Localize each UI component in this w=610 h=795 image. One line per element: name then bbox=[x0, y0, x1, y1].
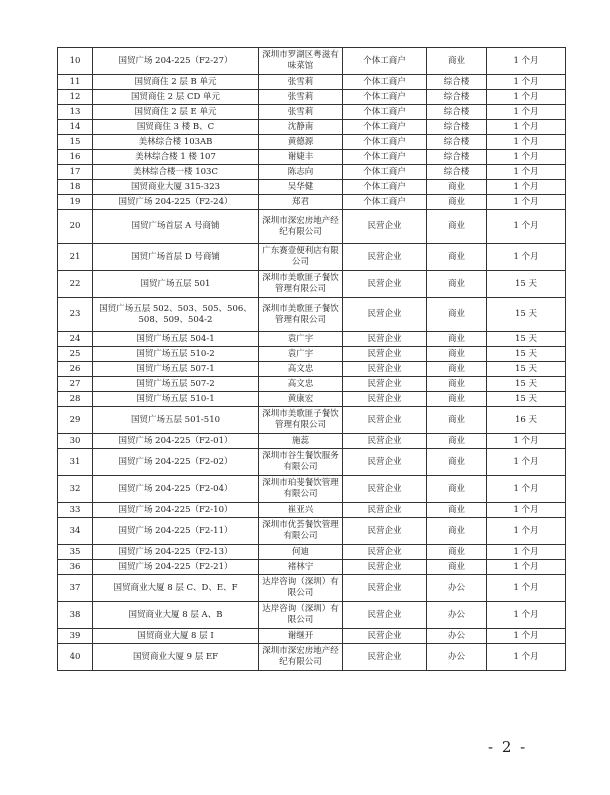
tenant-cell: 深圳市优荟餐饮管理有限公司 bbox=[259, 518, 343, 545]
location-cell: 国贸广场五层 501 bbox=[93, 271, 259, 298]
usage-cell: 综合楼 bbox=[427, 120, 487, 135]
table-row bbox=[58, 210, 566, 244]
tenant-type-cell: 民营企业 bbox=[343, 575, 427, 602]
location-cell: 国贸广场首层 D 号商铺 bbox=[93, 244, 259, 271]
table-row bbox=[58, 449, 566, 476]
location-cell: 国贸广场五层 510-2 bbox=[93, 347, 259, 362]
tenant-cell: 深圳市罗湖区粤滋有味菜馆 bbox=[259, 48, 343, 75]
table-row bbox=[58, 165, 566, 180]
rent-relief-table bbox=[57, 47, 566, 671]
relief-period-cell: 1 个月 bbox=[487, 644, 566, 671]
relief-period-cell: 1 个月 bbox=[487, 75, 566, 90]
tenant-type-cell: 民营企业 bbox=[343, 298, 427, 332]
row-number: 34 bbox=[58, 518, 93, 545]
row-number: 13 bbox=[58, 105, 93, 120]
row-number: 20 bbox=[58, 210, 93, 244]
location-cell: 国贸广场 204-225（F2-21） bbox=[93, 560, 259, 575]
usage-cell: 商业 bbox=[427, 503, 487, 518]
table-row bbox=[58, 644, 566, 671]
table-row bbox=[58, 332, 566, 347]
row-number: 39 bbox=[58, 629, 93, 644]
location-cell: 国贸商业大厦 315-323 bbox=[93, 180, 259, 195]
table-row bbox=[58, 575, 566, 602]
tenant-type-cell: 个体工商户 bbox=[343, 105, 427, 120]
relief-period-cell: 1 个月 bbox=[487, 210, 566, 244]
row-number: 24 bbox=[58, 332, 93, 347]
tenant-type-cell: 民营企业 bbox=[343, 362, 427, 377]
table-row bbox=[58, 362, 566, 377]
relief-period-cell: 1 个月 bbox=[487, 575, 566, 602]
tenant-type-cell: 民营企业 bbox=[343, 518, 427, 545]
table-row bbox=[58, 120, 566, 135]
usage-cell: 商业 bbox=[427, 180, 487, 195]
usage-cell: 商业 bbox=[427, 476, 487, 503]
relief-period-cell: 1 个月 bbox=[487, 165, 566, 180]
tenant-cell: 袁广宇 bbox=[259, 347, 343, 362]
row-number: 27 bbox=[58, 377, 93, 392]
tenant-cell: 高文忠 bbox=[259, 377, 343, 392]
relief-period-cell: 15 天 bbox=[487, 362, 566, 377]
location-cell: 美林综合楼 1 楼 107 bbox=[93, 150, 259, 165]
tenant-cell: 高文忠 bbox=[259, 362, 343, 377]
table-row bbox=[58, 392, 566, 407]
relief-period-cell: 15 天 bbox=[487, 298, 566, 332]
row-number: 33 bbox=[58, 503, 93, 518]
tenant-type-cell: 民营企业 bbox=[343, 476, 427, 503]
relief-period-cell: 1 个月 bbox=[487, 150, 566, 165]
location-cell: 国贸广场 204-225（F2-04） bbox=[93, 476, 259, 503]
tenant-cell: 施蕊 bbox=[259, 434, 343, 449]
tenant-cell: 郑君 bbox=[259, 195, 343, 210]
table-row bbox=[58, 407, 566, 434]
usage-cell: 商业 bbox=[427, 545, 487, 560]
tenant-cell: 吴华健 bbox=[259, 180, 343, 195]
usage-cell: 商业 bbox=[427, 392, 487, 407]
table-row bbox=[58, 180, 566, 195]
relief-period-cell: 1 个月 bbox=[487, 244, 566, 271]
tenant-type-cell: 民营企业 bbox=[343, 407, 427, 434]
relief-period-cell: 1 个月 bbox=[487, 180, 566, 195]
table-row bbox=[58, 518, 566, 545]
table-row bbox=[58, 629, 566, 644]
location-cell: 国贸商住 2 层 B 单元 bbox=[93, 75, 259, 90]
location-cell: 国贸广场五层 507-2 bbox=[93, 377, 259, 392]
relief-period-cell: 1 个月 bbox=[487, 518, 566, 545]
usage-cell: 商业 bbox=[427, 377, 487, 392]
relief-period-cell: 1 个月 bbox=[487, 434, 566, 449]
row-number: 14 bbox=[58, 120, 93, 135]
table-row bbox=[58, 560, 566, 575]
table-row bbox=[58, 377, 566, 392]
location-cell: 国贸广场首层 A 号商铺 bbox=[93, 210, 259, 244]
table-row bbox=[58, 150, 566, 165]
row-number: 25 bbox=[58, 347, 93, 362]
row-number: 28 bbox=[58, 392, 93, 407]
tenant-type-cell: 民营企业 bbox=[343, 602, 427, 629]
location-cell: 国贸广场五层 507-1 bbox=[93, 362, 259, 377]
relief-period-cell: 1 个月 bbox=[487, 629, 566, 644]
tenant-type-cell: 民营企业 bbox=[343, 560, 427, 575]
tenant-cell: 黄康宏 bbox=[259, 392, 343, 407]
location-cell: 国贸商业大厦 8 层 A、B bbox=[93, 602, 259, 629]
location-cell: 国贸广场 204-225（F2-13） bbox=[93, 545, 259, 560]
tenant-cell: 崔亚兴 bbox=[259, 503, 343, 518]
usage-cell: 综合楼 bbox=[427, 75, 487, 90]
tenant-cell: 何迪 bbox=[259, 545, 343, 560]
tenant-cell: 达岸咨询（深圳）有限公司 bbox=[259, 575, 343, 602]
relief-period-cell: 15 天 bbox=[487, 377, 566, 392]
tenant-cell: 褚林宁 bbox=[259, 560, 343, 575]
relief-period-cell: 1 个月 bbox=[487, 105, 566, 120]
tenant-cell: 沈静南 bbox=[259, 120, 343, 135]
usage-cell: 商业 bbox=[427, 298, 487, 332]
row-number: 40 bbox=[58, 644, 93, 671]
relief-period-cell: 1 个月 bbox=[487, 545, 566, 560]
row-number: 16 bbox=[58, 150, 93, 165]
location-cell: 国贸广场 204-225（F2-10） bbox=[93, 503, 259, 518]
location-cell: 国贸商住 2 层 E 单元 bbox=[93, 105, 259, 120]
location-cell: 国贸商业大厦 8 层 C、D、E、F bbox=[93, 575, 259, 602]
usage-cell: 办公 bbox=[427, 575, 487, 602]
table-row bbox=[58, 48, 566, 75]
usage-cell: 商业 bbox=[427, 195, 487, 210]
relief-period-cell: 1 个月 bbox=[487, 90, 566, 105]
row-number: 12 bbox=[58, 90, 93, 105]
table-row bbox=[58, 347, 566, 362]
tenant-type-cell: 个体工商户 bbox=[343, 150, 427, 165]
usage-cell: 商业 bbox=[427, 244, 487, 271]
location-cell: 国贸广场 204-225（F2-01） bbox=[93, 434, 259, 449]
relief-period-cell: 1 个月 bbox=[487, 135, 566, 150]
row-number: 30 bbox=[58, 434, 93, 449]
row-number: 18 bbox=[58, 180, 93, 195]
usage-cell: 综合楼 bbox=[427, 165, 487, 180]
location-cell: 美林综合楼一楼 103C bbox=[93, 165, 259, 180]
location-cell: 美林综合楼 103AB bbox=[93, 135, 259, 150]
relief-period-cell: 1 个月 bbox=[487, 560, 566, 575]
tenant-cell: 深圳市珀斐餐饮管理有限公司 bbox=[259, 476, 343, 503]
row-number: 23 bbox=[58, 298, 93, 332]
location-cell: 国贸广场五层 501-510 bbox=[93, 407, 259, 434]
tenant-type-cell: 民营企业 bbox=[343, 503, 427, 518]
relief-period-cell: 1 个月 bbox=[487, 503, 566, 518]
usage-cell: 综合楼 bbox=[427, 105, 487, 120]
relief-period-cell: 1 个月 bbox=[487, 449, 566, 476]
usage-cell: 商业 bbox=[427, 362, 487, 377]
tenant-type-cell: 个体工商户 bbox=[343, 120, 427, 135]
usage-cell: 商业 bbox=[427, 347, 487, 362]
location-cell: 国贸广场五层 502、503、505、506、508、509、504-2 bbox=[93, 298, 259, 332]
row-number: 36 bbox=[58, 560, 93, 575]
table-row bbox=[58, 503, 566, 518]
usage-cell: 商业 bbox=[427, 434, 487, 449]
tenant-cell: 陈志向 bbox=[259, 165, 343, 180]
tenant-cell: 谢继开 bbox=[259, 629, 343, 644]
usage-cell: 综合楼 bbox=[427, 135, 487, 150]
usage-cell: 商业 bbox=[427, 210, 487, 244]
relief-period-cell: 15 天 bbox=[487, 347, 566, 362]
usage-cell: 办公 bbox=[427, 629, 487, 644]
relief-period-cell: 15 天 bbox=[487, 332, 566, 347]
tenant-type-cell: 个体工商户 bbox=[343, 90, 427, 105]
row-number: 35 bbox=[58, 545, 93, 560]
page-number: - 2 - bbox=[488, 738, 528, 756]
row-number: 21 bbox=[58, 244, 93, 271]
table-row bbox=[58, 545, 566, 560]
location-cell: 国贸广场 204-225（F2-24） bbox=[93, 195, 259, 210]
relief-period-cell: 15 天 bbox=[487, 271, 566, 298]
row-number: 15 bbox=[58, 135, 93, 150]
usage-cell: 商业 bbox=[427, 449, 487, 476]
tenant-cell: 袁广宇 bbox=[259, 332, 343, 347]
tenant-type-cell: 民营企业 bbox=[343, 644, 427, 671]
tenant-cell: 深圳市美歌匪子餐饮管理有限公司 bbox=[259, 407, 343, 434]
row-number: 29 bbox=[58, 407, 93, 434]
table-row bbox=[58, 135, 566, 150]
location-cell: 国贸广场 204-225（F2-27） bbox=[93, 48, 259, 75]
tenant-cell: 深圳市美歌匪子餐饮管理有限公司 bbox=[259, 271, 343, 298]
location-cell: 国贸广场五层 504-1 bbox=[93, 332, 259, 347]
tenant-type-cell: 个体工商户 bbox=[343, 180, 427, 195]
table-row bbox=[58, 105, 566, 120]
location-cell: 国贸商业大厦 8 层 I bbox=[93, 629, 259, 644]
table-row bbox=[58, 195, 566, 210]
usage-cell: 办公 bbox=[427, 602, 487, 629]
tenant-cell: 张雪莉 bbox=[259, 90, 343, 105]
row-number: 22 bbox=[58, 271, 93, 298]
location-cell: 国贸广场 204-225（F2-11） bbox=[93, 518, 259, 545]
tenant-cell: 黄德源 bbox=[259, 135, 343, 150]
tenant-cell: 深圳市深宏房地产经纪有限公司 bbox=[259, 644, 343, 671]
tenant-type-cell: 个体工商户 bbox=[343, 48, 427, 75]
table-row bbox=[58, 298, 566, 332]
tenant-type-cell: 个体工商户 bbox=[343, 195, 427, 210]
usage-cell: 商业 bbox=[427, 271, 487, 298]
tenant-cell: 广东赛壹便利店有限公司 bbox=[259, 244, 343, 271]
usage-cell: 综合楼 bbox=[427, 150, 487, 165]
tenant-type-cell: 民营企业 bbox=[343, 545, 427, 560]
tenant-type-cell: 个体工商户 bbox=[343, 75, 427, 90]
location-cell: 国贸广场五层 510-1 bbox=[93, 392, 259, 407]
tenant-cell: 深圳市谷生餐饮服务有限公司 bbox=[259, 449, 343, 476]
location-cell: 国贸商业大厦 9 层 EF bbox=[93, 644, 259, 671]
table-row bbox=[58, 476, 566, 503]
relief-period-cell: 1 个月 bbox=[487, 48, 566, 75]
table-row bbox=[58, 75, 566, 90]
tenant-type-cell: 民营企业 bbox=[343, 629, 427, 644]
tenant-type-cell: 民营企业 bbox=[343, 332, 427, 347]
usage-cell: 商业 bbox=[427, 560, 487, 575]
table-row bbox=[58, 434, 566, 449]
tenant-cell: 达岸咨询（深圳）有限公司 bbox=[259, 602, 343, 629]
tenant-type-cell: 民营企业 bbox=[343, 449, 427, 476]
row-number: 37 bbox=[58, 575, 93, 602]
tenant-type-cell: 民营企业 bbox=[343, 271, 427, 298]
usage-cell: 商业 bbox=[427, 332, 487, 347]
location-cell: 国贸商住 3 楼 B、C bbox=[93, 120, 259, 135]
tenant-cell: 张雪莉 bbox=[259, 75, 343, 90]
relief-period-cell: 1 个月 bbox=[487, 476, 566, 503]
tenant-type-cell: 民营企业 bbox=[343, 377, 427, 392]
tenant-type-cell: 民营企业 bbox=[343, 434, 427, 449]
tenant-type-cell: 民营企业 bbox=[343, 210, 427, 244]
table-row bbox=[58, 90, 566, 105]
location-cell: 国贸商住 2 层 CD 单元 bbox=[93, 90, 259, 105]
table-row bbox=[58, 271, 566, 298]
tenant-cell: 张雪莉 bbox=[259, 105, 343, 120]
relief-period-cell: 1 个月 bbox=[487, 195, 566, 210]
usage-cell: 商业 bbox=[427, 407, 487, 434]
row-number: 32 bbox=[58, 476, 93, 503]
tenant-cell: 谢婕丰 bbox=[259, 150, 343, 165]
row-number: 26 bbox=[58, 362, 93, 377]
relief-period-cell: 15 天 bbox=[487, 392, 566, 407]
row-number: 17 bbox=[58, 165, 93, 180]
row-number: 31 bbox=[58, 449, 93, 476]
usage-cell: 商业 bbox=[427, 48, 487, 75]
table-row bbox=[58, 602, 566, 629]
location-cell: 国贸广场 204-225（F2-02） bbox=[93, 449, 259, 476]
tenant-type-cell: 民营企业 bbox=[343, 244, 427, 271]
tenant-cell: 深圳市美歌匪子餐饮管理有限公司 bbox=[259, 298, 343, 332]
tenant-type-cell: 民营企业 bbox=[343, 392, 427, 407]
relief-period-cell: 1 个月 bbox=[487, 602, 566, 629]
table-row bbox=[58, 244, 566, 271]
relief-period-cell: 16 天 bbox=[487, 407, 566, 434]
row-number: 11 bbox=[58, 75, 93, 90]
relief-period-cell: 1 个月 bbox=[487, 120, 566, 135]
tenant-type-cell: 个体工商户 bbox=[343, 165, 427, 180]
row-number: 38 bbox=[58, 602, 93, 629]
tenant-type-cell: 民营企业 bbox=[343, 347, 427, 362]
usage-cell: 综合楼 bbox=[427, 90, 487, 105]
tenant-type-cell: 个体工商户 bbox=[343, 135, 427, 150]
usage-cell: 商业 bbox=[427, 518, 487, 545]
usage-cell: 办公 bbox=[427, 644, 487, 671]
row-number: 10 bbox=[58, 48, 93, 75]
row-number: 19 bbox=[58, 195, 93, 210]
tenant-cell: 深圳市深宏房地产经纪有限公司 bbox=[259, 210, 343, 244]
